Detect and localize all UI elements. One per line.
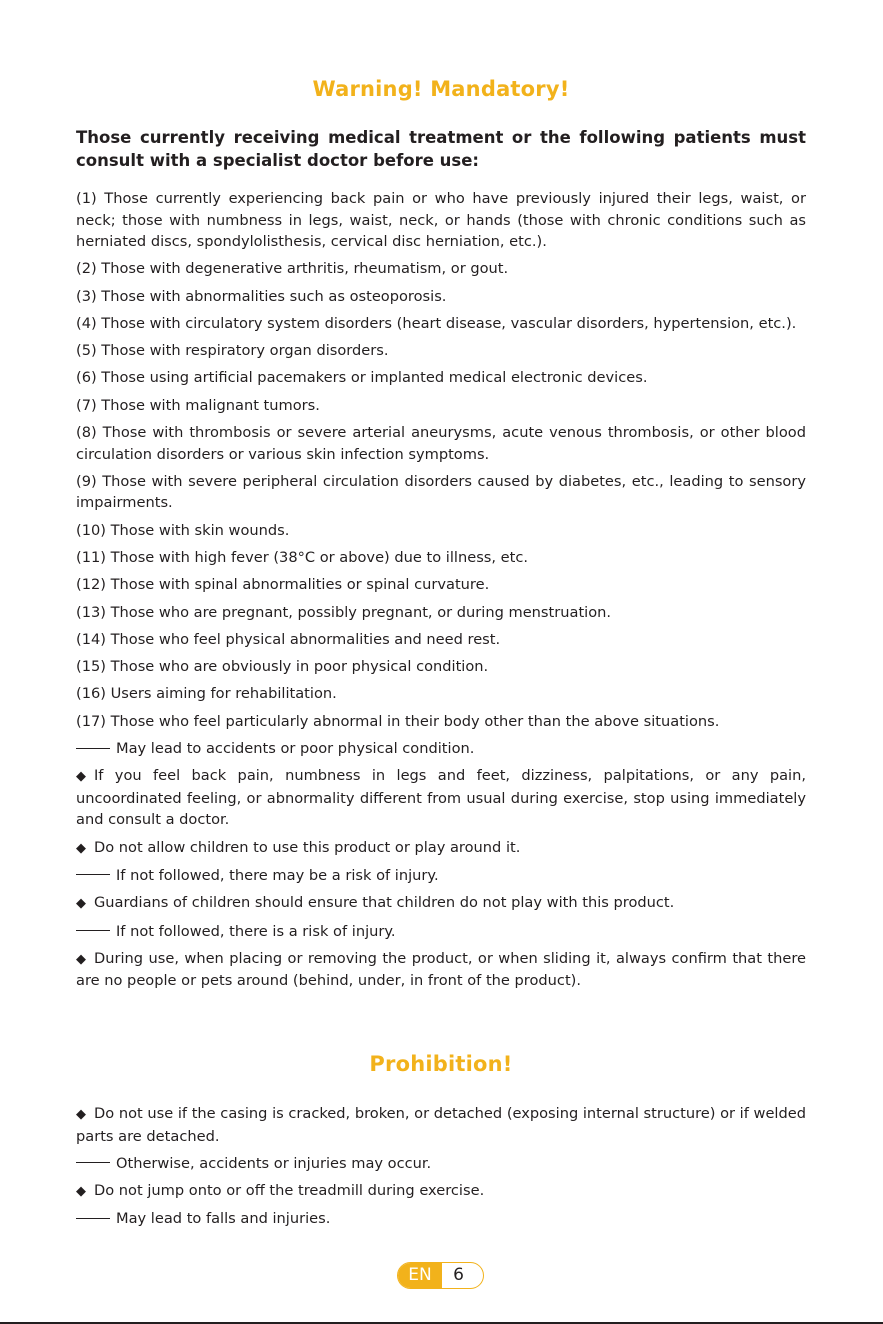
item-text: Do not use if the casing is cracked, broken, or detached (exposing internal structure) or if welded parts are detached. [76,1105,806,1145]
bullet-item [76,1180,806,1203]
item-text: (4) Those with circulatory system disorders (heart disease, vascular disorders, hypertension, etc.). [76,314,797,332]
item-text: If you feel back pain, numbness in legs and feet, dizziness, palpitations, or any pain, uncoordinated feeling, or abnormality different from usual during exercise, stop using immediately and consult a doctor. [76,767,806,829]
diamond-bullet-icon: ◆ [76,769,86,785]
diamond-bullet-icon: ◆ [76,1107,86,1122]
list-item [76,602,806,624]
bullet-item [76,765,806,831]
list-item [76,520,806,542]
diamond-bullet-icon: ◆ [76,951,86,967]
item-text: (13) Those who are pregnant, possibly pregnant, or during menstruation. [76,603,612,621]
item-text: (6) Those using artificial pacemakers or implanted medical electronic devices. [76,369,648,387]
page-number: 6 [453,1265,464,1285]
list-item [76,629,806,651]
list-item [76,683,806,705]
dash-rule [76,1218,110,1219]
item-text: Do not jump onto or off the treadmill during exercise. [94,1182,485,1200]
prohibition-list [76,1103,806,1230]
list-item [76,574,806,596]
diamond-bullet-icon: ◆ [76,896,86,912]
list-item [76,395,806,417]
item-text: Otherwise, accidents or injuries may occur. [116,1154,432,1172]
list-item [76,340,806,362]
consequence-note [76,1208,806,1230]
language-label: EN [398,1263,442,1288]
item-text: Do not allow children to use this product or play around it. [94,838,521,856]
bullet-item [76,1103,806,1147]
item-text: (7) Those with malignant tumors. [76,396,320,414]
consequence-note [76,738,806,760]
list-item [76,471,806,514]
item-text: (2) Those with degenerative arthritis, rheumatism, or gout. [76,260,509,278]
diamond-bullet-icon: ◆ [76,1184,86,1200]
warning-heading: Warning! Mandatory! [312,77,570,101]
consequence-note [76,865,806,887]
prohibition-heading: Prohibition! [369,1052,513,1076]
item-text: (11) Those with high fever (38°C or above) due to illness, etc. [76,548,529,566]
item-text: If not followed, there is a risk of injury. [116,922,396,940]
item-text: (1) Those currently experiencing back pain or who have previously injured their legs, waist, or neck; those with numbness in legs, waist, neck, or hands (those with chronic conditions such as herniated discs, spondylolisthesis, cervical disc herniation, etc.). [76,190,806,250]
consequence-note [76,1153,806,1175]
item-text: If not followed, there may be a risk of injury. [116,866,439,884]
item-text: (10) Those with skin wounds. [76,521,290,539]
item-text: (5) Those with respiratory organ disorders. [76,342,389,360]
dash-rule [76,874,110,875]
item-text: (9) Those with severe peripheral circulation disorders caused by diabetes, etc., leading to sensory impairments. [76,472,806,512]
item-text: May lead to falls and injuries. [116,1210,331,1228]
item-text: During use, when placing or removing the product, or when sliding it, always confirm that there are no people or pets around (behind, under, in front of the product). [76,949,806,990]
item-text: (17) Those who feel particularly abnormal in their body other than the above situations. [76,712,720,730]
item-text: (16) Users aiming for rehabilitation. [76,685,337,703]
diamond-bullet-icon: ◆ [76,840,86,856]
item-text: (12) Those with spinal abnormalities or spinal curvature. [76,576,490,594]
item-text: Guardians of children should ensure that children do not play with this product. [94,894,675,912]
list-item [76,258,806,280]
bullet-item [76,948,806,992]
warning-list [76,188,806,992]
list-item [76,547,806,569]
item-text: (8) Those with thrombosis or severe arterial aneurysms, acute venous thrombosis, or other blood circulation disorders or various skin infection symptoms. [76,424,806,463]
dash-rule [76,748,110,749]
consequence-note [76,921,806,943]
dash-rule [76,930,110,931]
dash-rule [76,1162,110,1163]
list-item [76,422,806,465]
bullet-item [76,892,806,915]
item-text: May lead to accidents or poor physical condition. [116,740,475,758]
page-badge [397,1262,484,1289]
bullet-item [76,837,806,860]
list-item [76,711,806,733]
item-text: (15) Those who are obviously in poor physical condition. [76,658,489,676]
list-item [76,367,806,389]
warning-intro: Those currently receiving medical treatment or the following patients must consult with a specialist doctor before use: [76,128,806,170]
list-item [76,656,806,678]
list-item [76,313,806,335]
item-text: (3) Those with abnormalities such as osteoporosis. [76,287,447,305]
list-item [76,188,806,253]
item-text: (14) Those who feel physical abnormalities and need rest. [76,630,501,648]
list-item [76,286,806,308]
